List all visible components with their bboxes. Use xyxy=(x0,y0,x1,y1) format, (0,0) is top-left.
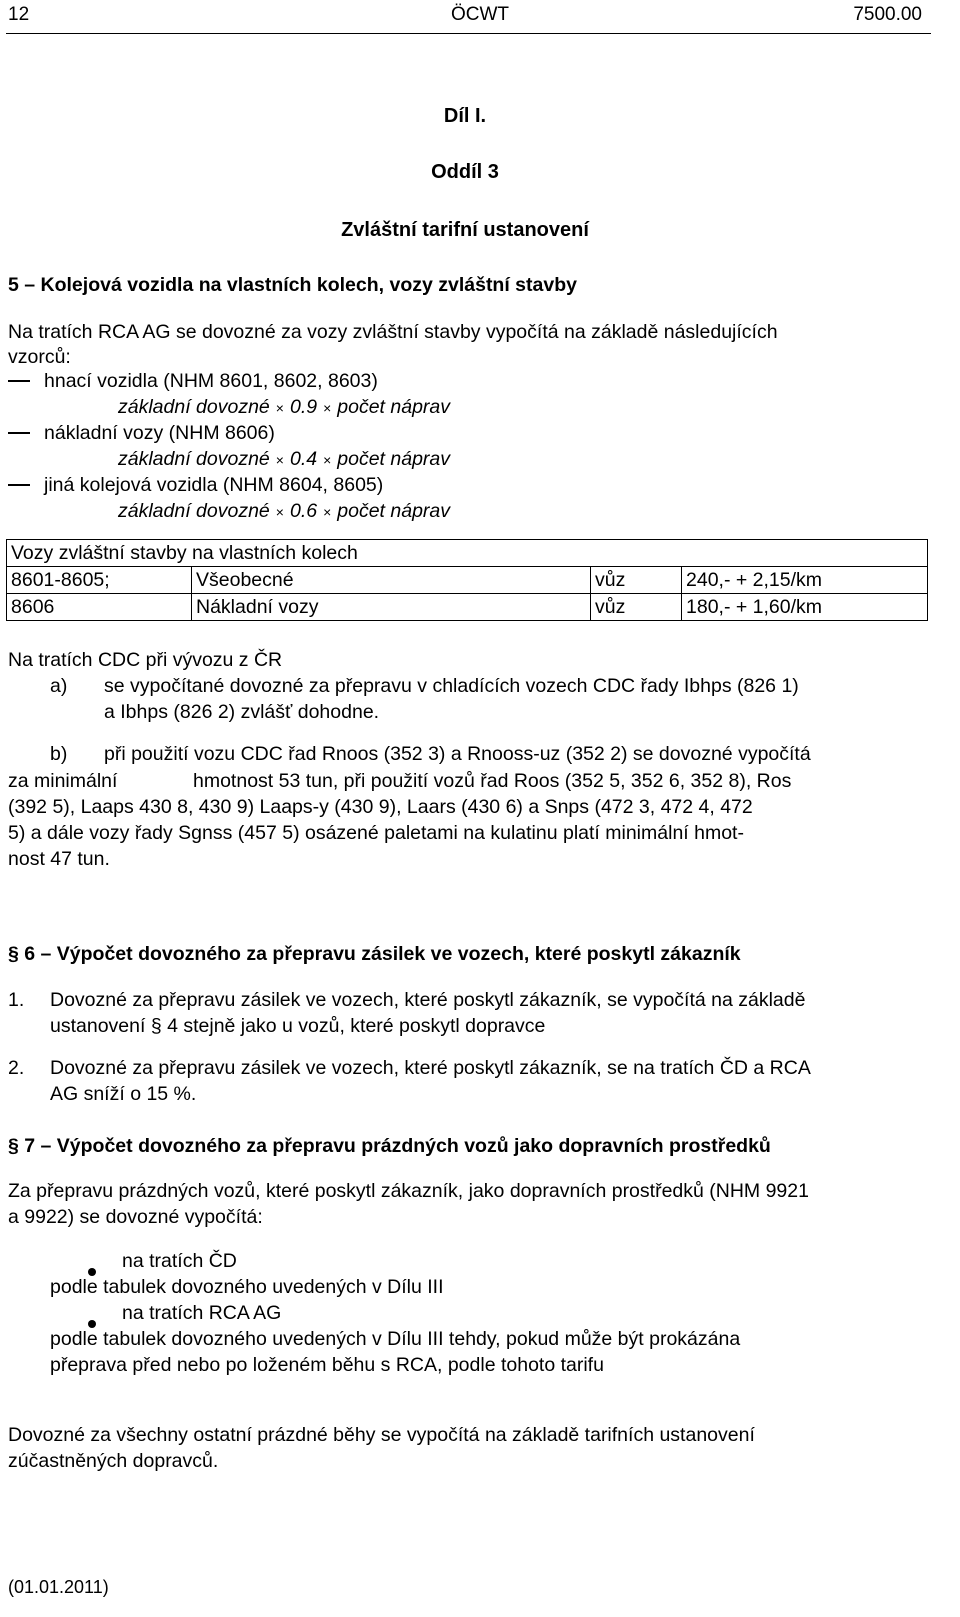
s7-intro-line1: Za přepravu prázdných vozů, které poskytl zákazník, jako dopravních prostředků (NHM 9921 xyxy=(8,1180,809,1202)
special-vehicle-rate-table xyxy=(6,539,928,621)
cdc-b-line2-start: za minimální xyxy=(8,770,118,792)
bullet-item-cd: na tratích ČD xyxy=(122,1250,237,1272)
vehicle-category-label: nákladní vozy (NHM 8606) xyxy=(44,422,275,444)
section-7-heading: § 7 – Výpočet dovozného za přepravu prázdných vozů jako dopravních prostředků xyxy=(8,1135,771,1157)
formula-line xyxy=(118,498,450,525)
bullet-cd-note: podle tabulek dovozného uvedených v Dílu III xyxy=(50,1276,444,1298)
cdc-b-line4: 5) a dále vozy řady Sgnss (457 5) osázené paletami na kulatinu platí minimální hmot- xyxy=(8,822,744,844)
formula-unit: počet náprav xyxy=(337,500,451,522)
formula-line xyxy=(118,446,450,473)
formula-unit: počet náprav xyxy=(337,448,451,470)
bullet-item-rca: na tratích RCA AG xyxy=(122,1302,282,1324)
list-number-2: 2. xyxy=(8,1057,25,1079)
formula-line xyxy=(118,394,450,421)
page-number: 12 xyxy=(8,4,30,25)
cdc-b-line3: (392 5), Laaps 430 8, 430 9) Laaps-y (430 9), Laars (430 6) a Snps (472 3, 472 4, 472 xyxy=(8,796,753,818)
table-row xyxy=(7,567,928,594)
list-marker-b: b) xyxy=(50,743,68,765)
vehicle-type-cell: Všeobecné xyxy=(192,567,591,594)
list-marker-a: a) xyxy=(50,675,68,697)
publisher-name: ÖCWT xyxy=(450,4,510,25)
dash-marker xyxy=(8,432,30,434)
vehicle-category-label: jiná kolejová vozidla (NHM 8604, 8605) xyxy=(44,474,384,496)
dash-marker xyxy=(8,380,30,382)
multiply-sign: × xyxy=(323,400,332,416)
s5-intro-line2: vzorců: xyxy=(8,346,71,368)
formula-unit: počet náprav xyxy=(337,396,451,418)
nhm-code-cell: 8606 xyxy=(7,594,192,621)
s6-p2-line2: AG sníží o 15 %. xyxy=(50,1083,197,1105)
s6-p2-line1: Dovozné za přepravu zásilek ve vozech, které poskytl zákazník, se na tratích ČD a RCA xyxy=(50,1057,811,1079)
multiply-sign: × xyxy=(275,452,284,468)
s6-p1-line1: Dovozné za přepravu zásilek ve vozech, které poskytl zákazník, se vypočítá na základě xyxy=(50,989,806,1011)
formula-base: základní dovozné xyxy=(118,448,270,470)
closing-line2: zúčastněných dopravců. xyxy=(8,1450,219,1472)
formula-factor: 0.9 xyxy=(289,396,318,418)
rate-cell: 240,- + 2,15/km xyxy=(682,567,928,594)
formula-factor: 0.4 xyxy=(289,448,318,470)
tariff-number: 7500.00 xyxy=(853,4,922,25)
multiply-sign: × xyxy=(275,400,284,416)
section-subtitle: Zvláštní tarifní ustanovení xyxy=(341,219,589,241)
cdc-intro: Na tratích CDC při vývozu z ČR xyxy=(8,649,283,671)
formula-factor: 0.6 xyxy=(289,500,318,522)
bullet-rca-note-line2: přeprava před nebo po loženém běhu s RCA, podle tohoto tarifu xyxy=(50,1354,604,1376)
rate-cell: 180,- + 1,60/km xyxy=(682,594,928,621)
unit-cell: vůz xyxy=(591,567,682,594)
table-row xyxy=(7,594,928,621)
vehicle-category-label: hnací vozidla (NHM 8601, 8602, 8603) xyxy=(44,370,378,392)
s6-p1-line2: ustanovení § 4 stejně jako u vozů, které poskytl dopravce xyxy=(50,1015,546,1037)
validity-date: (01.01.2011) xyxy=(8,1577,109,1597)
cdc-a-line2: a Ibhps (826 2) zvlášť dohodne. xyxy=(104,701,380,723)
bullet-rca-note-line1: podle tabulek dovozného uvedených v Dílu III tehdy, pokud může být prokázána xyxy=(50,1328,741,1350)
vehicle-type-cell: Nákladní vozy xyxy=(192,594,591,621)
formula-base: základní dovozné xyxy=(118,500,270,522)
cdc-a-line1: se vypočítané dovozné za přepravu v chladících vozech CDC řady Ibhps (826 1) xyxy=(104,675,799,697)
section-6-heading: § 6 – Výpočet dovozného za přepravu zásilek ve vozech, které poskytl zákazník xyxy=(8,943,741,965)
list-number-1: 1. xyxy=(8,989,25,1011)
part-title: Díl I. xyxy=(443,105,487,127)
multiply-sign: × xyxy=(323,504,332,520)
multiply-sign: × xyxy=(275,504,284,520)
nhm-code-cell: 8601-8605; xyxy=(7,567,192,594)
dash-marker xyxy=(8,484,30,486)
multiply-sign: × xyxy=(323,452,332,468)
table-caption: Vozy zvláštní stavby na vlastních kolech xyxy=(7,540,928,567)
s7-intro-line2: a 9922) se dovozné vypočítá: xyxy=(8,1206,263,1228)
cdc-b-line2-end: hmotnost 53 tun, při použití vozů řad Roos (352 5, 352 6, 352 8), Ros xyxy=(193,770,792,792)
section-title: Oddíl 3 xyxy=(431,161,499,183)
formula-base: základní dovozné xyxy=(118,396,270,418)
s5-intro-line1: Na tratích RCA AG se dovozné za vozy zvláštní stavby vypočítá na základě následujících xyxy=(8,321,778,343)
section-5-heading: 5 – Kolejová vozidla na vlastních kolech, vozy zvláštní stavby xyxy=(8,274,577,296)
cdc-b-line5: nost 47 tun. xyxy=(8,848,110,870)
table-caption-row xyxy=(7,540,928,567)
closing-line1: Dovozné za všechny ostatní prázdné běhy se vypočítá na základě tarifních ustanovení xyxy=(8,1424,755,1446)
unit-cell: vůz xyxy=(591,594,682,621)
cdc-b-line1: při použití vozu CDC řad Rnoos (352 3) a Rnooss-uz (352 2) se dovozné vypočítá xyxy=(104,743,811,765)
header-divider xyxy=(6,33,931,34)
